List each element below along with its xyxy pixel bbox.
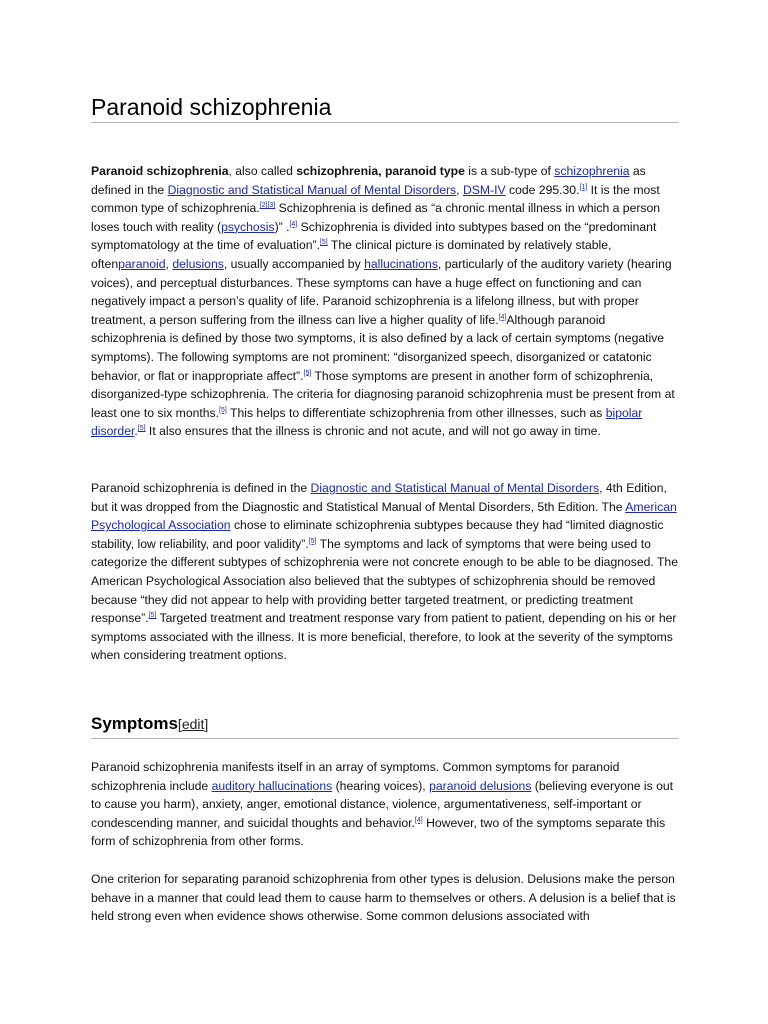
section-heading-text: Symptoms [91, 714, 178, 733]
link-auditory-hallucinations[interactable]: auditory hallucinations [211, 778, 333, 793]
edit-bracket-open: [ [177, 716, 182, 732]
section-heading-symptoms [91, 712, 679, 739]
text-segment: Paranoid schizophrenia is defined in the [91, 481, 311, 495]
citation-link[interactable]: [2][3] [259, 202, 276, 210]
edit-link[interactable]: edit [181, 716, 205, 732]
text-segment: . [134, 424, 138, 439]
citation-link[interactable]: [5] [308, 537, 317, 545]
text-segment: (hearing voices), [332, 778, 430, 793]
text-segment: as defined in the [91, 164, 646, 197]
text-segment: , usually accompanied by [223, 256, 365, 271]
text-segment: Paranoid schizophrenia manifests itself in an array of symptoms. Common symptoms for paranoid schizophrenia include [91, 760, 620, 793]
citation-link[interactable]: [5] [319, 239, 328, 247]
text-segment: , [456, 182, 463, 197]
text-segment: chose to eliminate schizophrenia subtypes because they had “limited diagnostic stability, low reliability, and poor validity”. [91, 518, 664, 551]
citation-link[interactable]: [4] [289, 220, 298, 228]
citation-link[interactable]: [5] [303, 369, 312, 377]
page-title: Paranoid schizophrenia [91, 93, 679, 123]
citation-link[interactable]: [5] [219, 406, 227, 414]
link-schizophrenia[interactable]: schizophrenia [554, 164, 630, 178]
bold-term: schizophrenia, paranoid type [296, 164, 465, 178]
text-segment: The clinical picture is dominated by relatively stable, often [91, 238, 612, 271]
text-segment: This helps to differentiate schizophrenia from other illnesses, such as [226, 405, 606, 420]
intro-paragraph-1 [91, 162, 679, 441]
text-segment: )” . [274, 219, 290, 234]
text-segment: , [165, 256, 173, 271]
text-segment: Schizophrenia is defined as “a chronic mental illness in which a person loses touch with reality ( [91, 201, 661, 234]
text-segment: code 295.30. [505, 182, 580, 197]
citation-link[interactable]: [5] [148, 612, 157, 620]
text-segment: , particularly of the auditory variety (hearing voices), and perceptual disturbances. These symptoms can have a huge effect on functioning and can negatively impact a person’s quality of life. Paranoid schizophrenia is a lifelong illness, but with proper treatment, a person suffering from the illness can live a higher quality of life. [91, 256, 672, 327]
text-segment: Targeted treatment and treatment response vary from patient to patient, depending on his or her symptoms associated with the illness. It is more beneficial, therefore, to look at the severity of the symptoms when considering treatment options. [91, 611, 677, 663]
text-segment: Those symptoms are present in another form of schizophrenia, disorganized-type schizophrenia. The criteria for diagnosing paranoid schizophrenia must be present from at least one to six months. [91, 368, 675, 420]
text-segment: Schizophrenia is divided into subtypes based on the “predominant symptomatology at the time of evaluation”. [91, 219, 657, 253]
link-psychosis[interactable]: psychosis [221, 219, 275, 234]
text-segment: The symptoms and lack of symptoms that were being used to categorize the different subtypes of schizophrenia were not concrete enough to be able to be diagnosed. The American Psychological Association also believed that the subtypes of schizophrenia should be removed because “they did not appear to help with providing better targeted treatment, or predicting treatment response”. [91, 536, 678, 626]
citation-link[interactable]: [4] [414, 816, 423, 824]
link-bipolar-disorder[interactable]: bipolar disorder [91, 405, 643, 439]
text-segment: , also called [228, 164, 297, 178]
link-delusions[interactable]: delusions [172, 256, 224, 271]
symptoms-paragraph-1 [91, 758, 679, 851]
link-dsm[interactable]: Diagnostic and Statistical Manual of Mental Disorders [310, 481, 600, 495]
intro-paragraph-2 [91, 479, 679, 665]
citation-link[interactable]: [5] [137, 425, 146, 433]
text-segment: One criterion for separating paranoid schizophrenia from other types is delusion. Delusions make the person behave in a manner that could lead them to cause harm to themselves or others. A delusion is a belief that is held strong even when evidence shows otherwise. Some common delusions associated with [91, 872, 676, 924]
text-segment: (believing everyone is out to cause you harm), anxiety, anger, emotional distance, violence, argumentativeness, self-important or condescending manner, and suicidal thoughts and behavior. [91, 778, 674, 830]
text-segment: It is the most common type of schizophrenia. [91, 182, 660, 216]
link-paranoid[interactable]: paranoid [118, 256, 166, 271]
text-segment: , 4th Edition, but it was dropped from the Diagnostic and Statistical Manual of Mental Disorders, 5th Edition. The [91, 481, 667, 514]
citation-link[interactable]: [1] [579, 183, 588, 191]
bold-term: Paranoid schizophrenia [91, 164, 229, 178]
citation-link[interactable]: [4] [498, 313, 507, 321]
link-dsm-iv[interactable]: DSM-IV [462, 182, 506, 197]
link-apa[interactable]: American Psychological Association [91, 499, 677, 533]
link-hallucinations[interactable]: hallucinations [364, 256, 438, 271]
text-segment: Although paranoid schizophrenia is defined by those two symptoms, it is also defined by a lack of certain symptoms (negative symptoms). The following symptoms are not prominent: “disorganized speech, disorganized or catatonic behavior, or flat or inappropriate affect”. [91, 312, 665, 383]
text-segment: However, two of the symptoms separate this form of schizophrenia from other forms. [91, 815, 666, 849]
edit-bracket-close: ] [204, 716, 209, 732]
link-paranoid-delusions[interactable]: paranoid delusions [429, 778, 532, 793]
text-segment: is a sub-type of [464, 164, 555, 178]
symptoms-paragraph-2 [91, 870, 679, 926]
link-dsm[interactable]: Diagnostic and Statistical Manual of Mental Disorders [167, 182, 457, 197]
text-segment: It also ensures that the illness is chronic and not acute, and will not go away in time. [145, 424, 601, 439]
